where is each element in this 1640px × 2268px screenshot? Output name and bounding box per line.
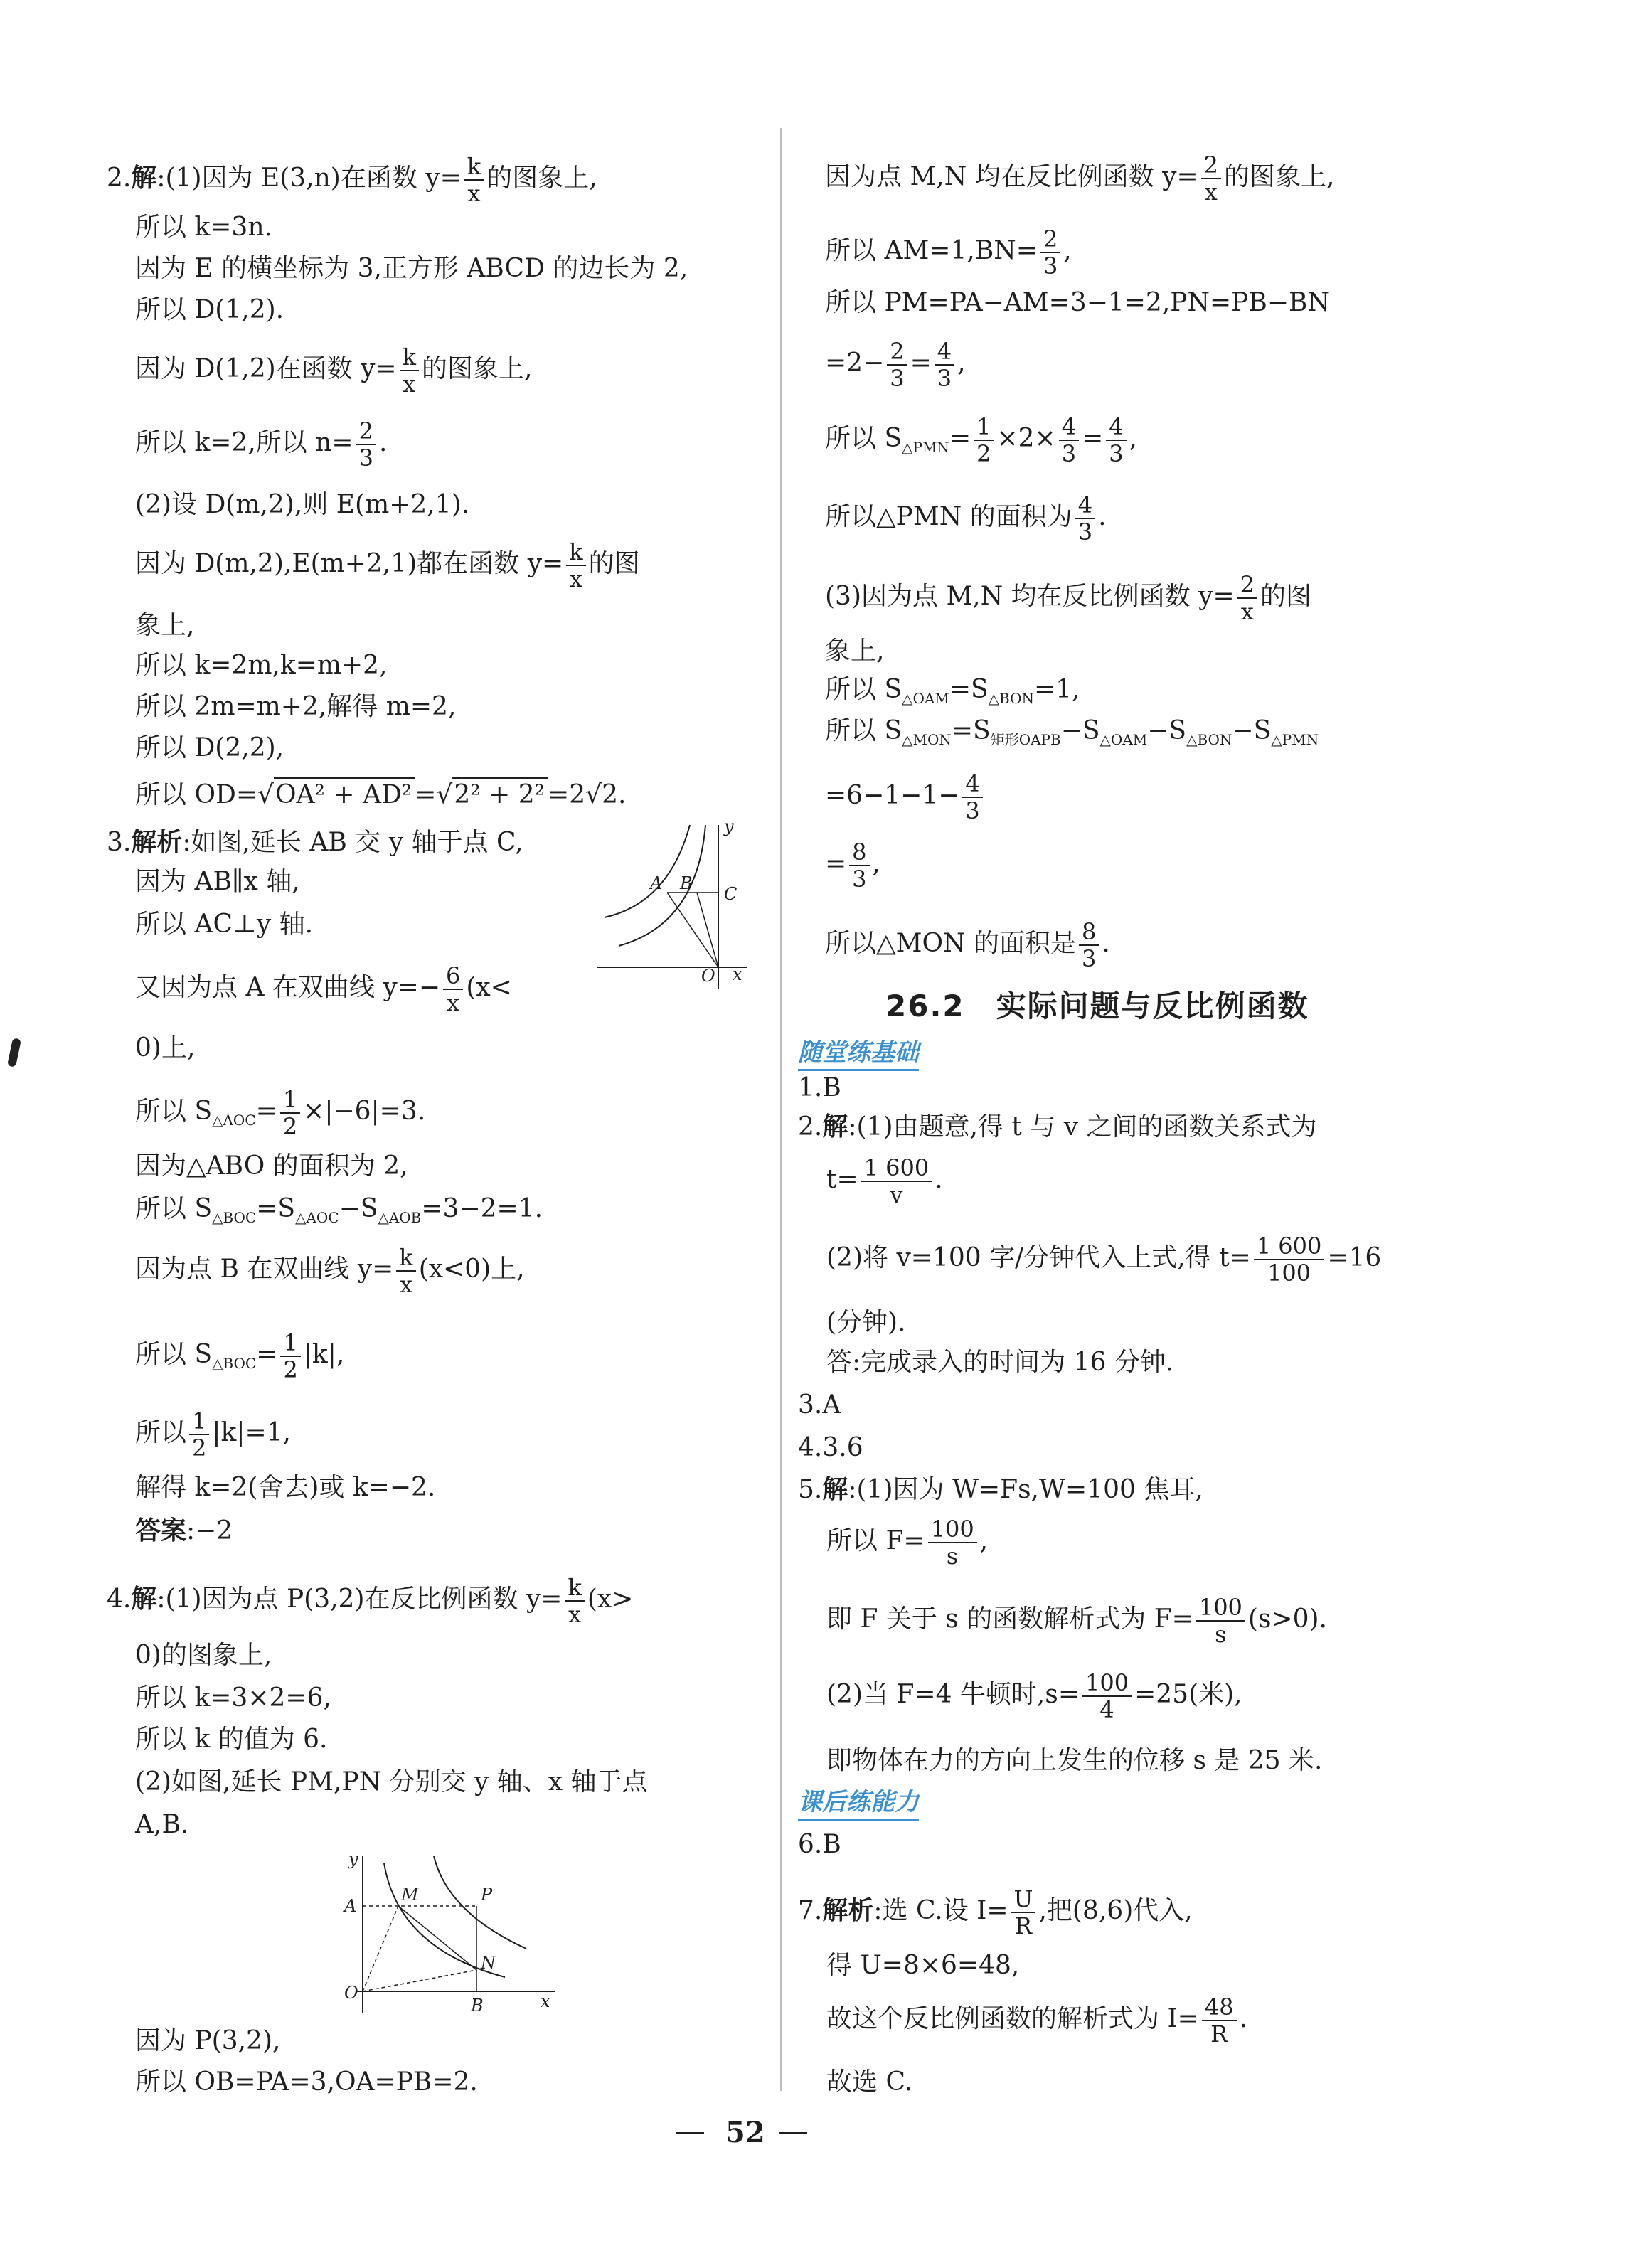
q4-label-n: N (481, 1953, 496, 1973)
q4-line-3: 所以 k=3×2=6, (135, 1683, 331, 1713)
tag-basic-practice: 随堂练基础 (798, 1033, 919, 1071)
q4-label-a: A (344, 1896, 357, 1916)
q3-line-4: 又因为点 A 在双曲线 y=− $\frac{6}{x}$ (x< (135, 962, 512, 1016)
q2-line-11: 所以 2m=m+2,解得 m=2, (135, 692, 457, 721)
q2-line-7: (2)设 D(m,2),则 E(m+2,1). (135, 490, 470, 519)
q3-segment-ao (667, 893, 718, 967)
r-q5-line-3: 即 F 关于 s 的函数解析式为 F= $\frac{100}{s}$ (s>0). (826, 1594, 1327, 1648)
section-title: 26.2 实际问题与反比例函数 (885, 989, 1309, 1023)
q4-label-b: B (471, 1996, 484, 2016)
q3-line-1: 3.解析:如图,延长 AB 交 y 轴于点 C, (107, 827, 523, 857)
q4-line-8: 所以 OB=PA=3,OA=PB=2. (135, 2067, 478, 2097)
q3-line-7: 因为△ABO 的面积为 2, (135, 1151, 408, 1181)
answer-6: 6.B (798, 1830, 841, 1859)
r-q5-line-4: (2)当 F=4 牛顿时,s= $\frac{100}{4}$ =25(米), (826, 1669, 1242, 1723)
r-line-5: 所以 $S_{\triangle PMN}=$ $\frac{1}{2}$ ×2× $\frac{4}{3}$ = $\frac{4}{3}$ , (825, 413, 1138, 467)
r-q2-line-3: (2)将 v=100 字/分钟代入上式,得 t= $\frac{1 600}{100}$ =16 (826, 1233, 1382, 1287)
q2-line-8: 因为 D(m,2),E(m+2,1)都在函数 y= $\frac{k}{x}$ 的图 (135, 538, 640, 592)
q2-line-13: 所以 OD=√OA² + AD² =√2² + 2² =2√2. (135, 782, 626, 808)
r-q7-line-3: 故这个反比例函数的解析式为 I= $\frac{48}{R}$ . (826, 1993, 1248, 2048)
answer-4: 4.3.6 (798, 1433, 863, 1462)
q2-line-3: 因为 E 的横坐标为 3,正方形 ABCD 的边长为 2, (135, 254, 688, 283)
r-line-9: 所以 $S_{\triangle OAM}=S_{\triangle BON}=1$, (825, 675, 1080, 707)
q4-label-x: x (541, 1991, 550, 2011)
q3-answer: 答案:−2 (135, 1516, 233, 1545)
q2-line-9: 象上, (135, 611, 195, 640)
page-number: 52 (725, 2116, 765, 2149)
q4-segment-on (363, 1970, 476, 1991)
r-q5-line-5: 即物体在力的方向上发生的位移 s 是 25 米. (826, 1746, 1323, 1775)
r-q2-line-5: 答:完成录入的时间为 16 分钟. (826, 1348, 1174, 1377)
q3-line-3: 所以 AC⊥y 轴. (135, 910, 314, 939)
q3-label-b: B (680, 873, 693, 893)
q2-line-12: 所以 D(2,2), (135, 733, 284, 762)
q3-line-8: 所以 $S_{\triangle BOC}=S_{\triangle AOC}-S_{\triangle AOB}=3-2=1$. (135, 1194, 543, 1226)
answer-3: 3.A (798, 1390, 841, 1420)
r-line-13: 所以△MON 的面积是 $\frac{8}{3}$ . (825, 918, 1110, 972)
q4-figure (341, 1849, 569, 2020)
q3-line-9: 因为点 B 在双曲线 y= $\frac{k}{x}$ (x<0)上, (135, 1244, 525, 1298)
q3-line-2: 因为 AB∥x 轴, (135, 867, 300, 896)
q4-label-y: y (348, 1849, 358, 1869)
page-number-rule-right (779, 2132, 807, 2134)
q3-line-5: 0)上, (135, 1033, 196, 1063)
r-line-8: 象上, (825, 637, 885, 666)
q3-curve-outer (605, 825, 690, 917)
r-q2-line-1: 2.解:(1)由题意,得 t 与 v 之间的函数关系式为 (798, 1112, 1317, 1141)
page-number-rule-left (676, 2132, 704, 2134)
q4-label-p: P (481, 1885, 493, 1905)
q3-label-y: y (724, 818, 734, 836)
r-q7-line-2: 得 U=8×6=48, (826, 1951, 1020, 1980)
q3-segment-bo (697, 893, 718, 967)
q2-line-2: 所以 k=3n. (135, 213, 272, 242)
r-line-1: 因为点 M,N 均在反比例函数 y= $\frac{2}{x}$ 的图象上, (825, 151, 1335, 206)
q4-line-4: 所以 k 的值为 6. (135, 1725, 328, 1754)
q3-label-x: x (733, 964, 742, 984)
q3-line-6: 所以 $S_{\triangle AOC}=$ $\frac{1}{2}$ ×|−6|=3. (135, 1086, 426, 1140)
r-line-3: 所以 PM=PA−AM=3−1=2,PN=PB−BN (825, 288, 1330, 317)
answer-1: 1.B (798, 1073, 841, 1102)
r-line-10: 所以 $S_{\triangle MON}=S_{矩形OAPB}-S_{\triangle OAM}-S_{\triangle BON}-S_{\triangle PMN}$ (825, 716, 1319, 748)
q2-line-4: 所以 D(1,2). (135, 295, 284, 324)
r-line-4: =2− $\frac{2}{3}$ = $\frac{4}{3}$ , (825, 338, 966, 392)
r-q7-line-1: 7.解析:选 C.设 I= $\frac{U}{R}$ ,把(8,6)代入, (798, 1885, 1193, 1939)
q3-figure (590, 818, 754, 996)
r-line-2: 所以 AM=1,BN= $\frac{2}{3}$ , (825, 225, 1072, 279)
q2-line-5: 因为 D(1,2)在函数 y= $\frac{k}{x}$ 的图象上, (135, 344, 533, 398)
r-line-7: (3)因为点 M,N 均在反比例函数 y= $\frac{2}{x}$ 的图 (825, 571, 1312, 625)
q3-line-10: 所以 $S_{\triangle BOC}=$ $\frac{1}{2}$ |k|, (135, 1329, 345, 1383)
q4-segment-om (363, 1906, 398, 1991)
q3-line-11: 所以 $\frac{1}{2}$ |k|=1, (135, 1407, 291, 1462)
q4-segment-mn (398, 1906, 476, 1970)
q4-line-2: 0)的图象上, (135, 1641, 272, 1670)
q4-curve-outer (434, 1856, 526, 1949)
q3-label-c: C (724, 884, 738, 904)
q4-label-m: M (401, 1885, 419, 1905)
r-line-12: = $\frac{8}{3}$ , (825, 838, 880, 893)
q2-line-1: 2.解:(1)因为 E(3,n)在函数 y= $\frac{k}{x}$ 的图象上, (107, 153, 597, 207)
r-q2-line-2: t= $\frac{1 600}{v}$ . (826, 1154, 943, 1208)
r-q7-line-4: 故选 C. (826, 2067, 913, 2097)
column-divider (780, 128, 782, 2091)
q4-line-5: (2)如图,延长 PM,PN 分别交 y 轴、x 轴于点 (135, 1767, 648, 1796)
q3-label-o: O (701, 966, 715, 986)
q4-line-7: 因为 P(3,2), (135, 2026, 281, 2055)
q4-label-o: O (344, 1983, 358, 2003)
q2-line-10: 所以 k=2m,k=m+2, (135, 651, 388, 680)
r-line-6: 所以△PMN 的面积为 $\frac{4}{3}$ . (825, 491, 1107, 545)
r-q5-line-2: 所以 F= $\frac{100}{s}$ , (826, 1516, 989, 1570)
r-q5-line-1: 5.解:(1)因为 W=Fs,W=100 焦耳, (798, 1474, 1203, 1504)
q4-line-1: 4.解:(1)因为点 P(3,2)在反比例函数 y= $\frac{k}{x}$ (x> (107, 1574, 634, 1628)
r-q2-line-4: (分钟). (826, 1308, 906, 1337)
q3-label-a: A (650, 873, 663, 893)
r-line-11: =6−1−1− $\frac{4}{3}$ (825, 772, 986, 822)
tag-after-class-practice: 课后练能力 (798, 1782, 919, 1821)
q2-line-6: 所以 k=2,所以 n= $\frac{2}{3}$ . (135, 417, 388, 472)
scan-mark (7, 1038, 21, 1068)
q3-line-12: 解得 k=2(舍去)或 k=−2. (135, 1473, 436, 1502)
q4-line-6: A,B. (135, 1810, 189, 1839)
